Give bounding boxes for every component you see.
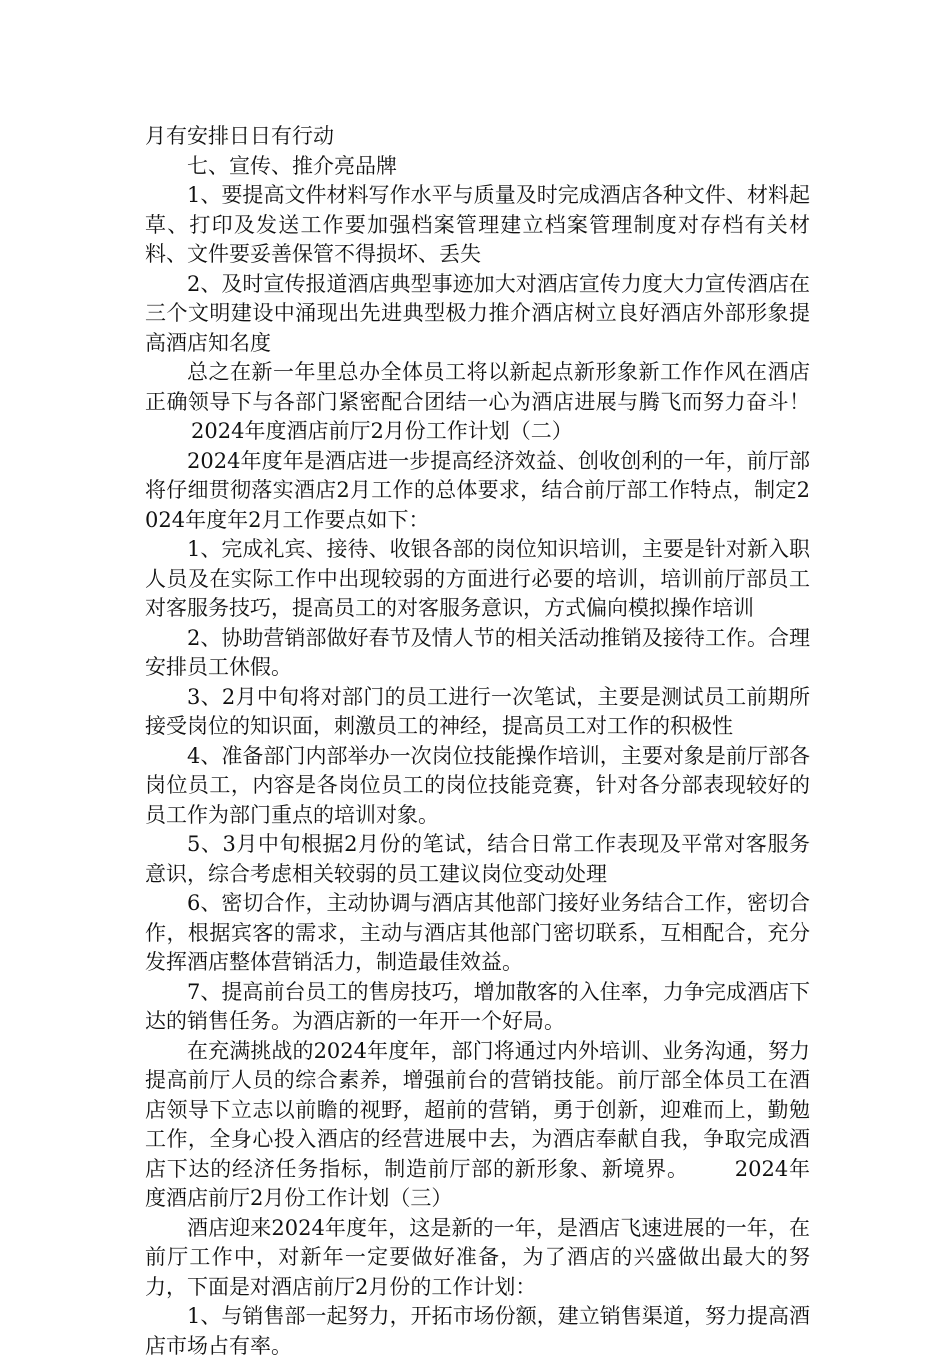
paragraph-1 [145, 122, 810, 152]
paragraph-5 [145, 358, 810, 447]
paragraph-text: 4、准备部门内部举办一次岗位技能操作培训，主要对象是前厅部各岗位员工，内容是各岗位员工的岗位技能竞赛，针对各分部表现较好的员工作为部门重点的培训对象。 [145, 743, 810, 827]
paragraph-13 [145, 978, 810, 1037]
paragraph-3 [145, 181, 810, 270]
paragraph-10 [145, 742, 810, 831]
plan-heading-3: 2024年度酒店前厅2月份工作计划（三） [145, 1156, 810, 1210]
plan-heading-2: 2024年度酒店前厅2月份工作计划（二） [191, 419, 573, 443]
paragraph-text: 1、要提高文件材料写作水平与质量及时完成酒店各种文件、材料起草、打印及发送工作要加强档案管理建立档案管理制度对存档有关材料、文件要妥善保管不得损坏、丢失 [145, 183, 810, 266]
section-heading-publicity [145, 152, 810, 182]
paragraph-8 [145, 624, 810, 683]
paragraph-15 [145, 1214, 810, 1303]
paragraph-text: 1、与销售部一起努力，开拓市场份额，建立销售渠道，努力提高酒店市场占有率。 [145, 1304, 810, 1358]
paragraph-text: 在充满挑战的2024年度年，部门将通过内外培训、业务沟通，努力提高前厅人员的综合素养，增强前台的营销技能。前厅部全体员工在酒店领导下立志以前瞻的视野，超前的营销，勇于创新，迎难而上，勤勉工作，全身心投入酒店的经营进展中去，为酒店奉献自我，争取完成酒店下达的经济任务指标，制造前厅部的新形象、新境界。 [145, 1038, 810, 1181]
paragraph-text: 总之在新一年里总办全体员工将以新起点新形象新工作作风在酒店正确领导下与各部门紧密配合团结一心为酒店进展与腾飞而努力奋斗！ [145, 360, 810, 414]
paragraph-text: 7、提高前台员工的售房技巧，增加散客的入住率，力争完成酒店下达的销售任务。为酒店新的一年开一个好局。 [145, 979, 810, 1033]
paragraph-text: 月有安排日日有行动 [145, 124, 334, 148]
paragraph-14 [145, 1037, 810, 1214]
paragraph-text: 2、及时宣传报道酒店典型事迹加大对酒店宣传力度大力宣传酒店在三个文明建设中涌现出先进典型极力推介酒店树立良好酒店外部形象提高酒店知名度 [145, 271, 810, 355]
paragraph-12 [145, 889, 810, 978]
paragraph-9 [145, 683, 810, 742]
paragraph-text: 5、3月中旬根据2月份的笔试，结合日常工作表现及平常对客服务意识，综合考虑相关较弱的员工建议岗位变动处理 [145, 832, 810, 886]
paragraph-text: 3、2月中旬将对部门的员工进行一次笔试，主要是测试员工前期所接受岗位的知识面，刺激员工的神经，提高员工对工作的积极性 [145, 684, 810, 738]
paragraph-text: 1、完成礼宾、接待、收银各部的岗位知识培训，主要是针对新入职人员及在实际工作中出现较弱的方面进行必要的培训，培训前厅部员工对客服务技巧，提高员工的对客服务意识，方式偏向模拟操作培训 [145, 537, 810, 620]
paragraph-text: 6、密切合作，主动协调与酒店其他部门接好业务结合工作，密切合作，根据宾客的需求，主动与酒店其他部门密切联系，互相配合，充分发挥酒店整体营销活力，制造最佳效益。 [145, 891, 810, 974]
paragraph-text: 2、协助营销部做好春节及情人节的相关活动推销及接待工作。合理安排员工休假。 [145, 625, 810, 679]
paragraph-text: 七、宣传、推介亮品牌 [187, 153, 397, 178]
paragraph-6 [145, 447, 810, 536]
paragraph-4 [145, 270, 810, 359]
paragraph-7 [145, 535, 810, 624]
paragraph-11 [145, 830, 810, 889]
paragraph-16 [145, 1302, 810, 1361]
paragraph-text: 2024年度年是酒店进一步提高经济效益、创收创利的一年，前厅部将仔细贯彻落实酒店2月工作的总体要求，结合前厅部工作特点，制定2024年度年2月工作要点如下： [145, 448, 810, 532]
paragraph-text: 酒店迎来2024年度年，这是新的一年，是酒店飞速进展的一年，在前厅工作中，对新年一定要做好准备，为了酒店的兴盛做出最大的努力，下面是对酒店前厅2月份的工作计划： [145, 1215, 810, 1299]
document-body [145, 122, 810, 1361]
